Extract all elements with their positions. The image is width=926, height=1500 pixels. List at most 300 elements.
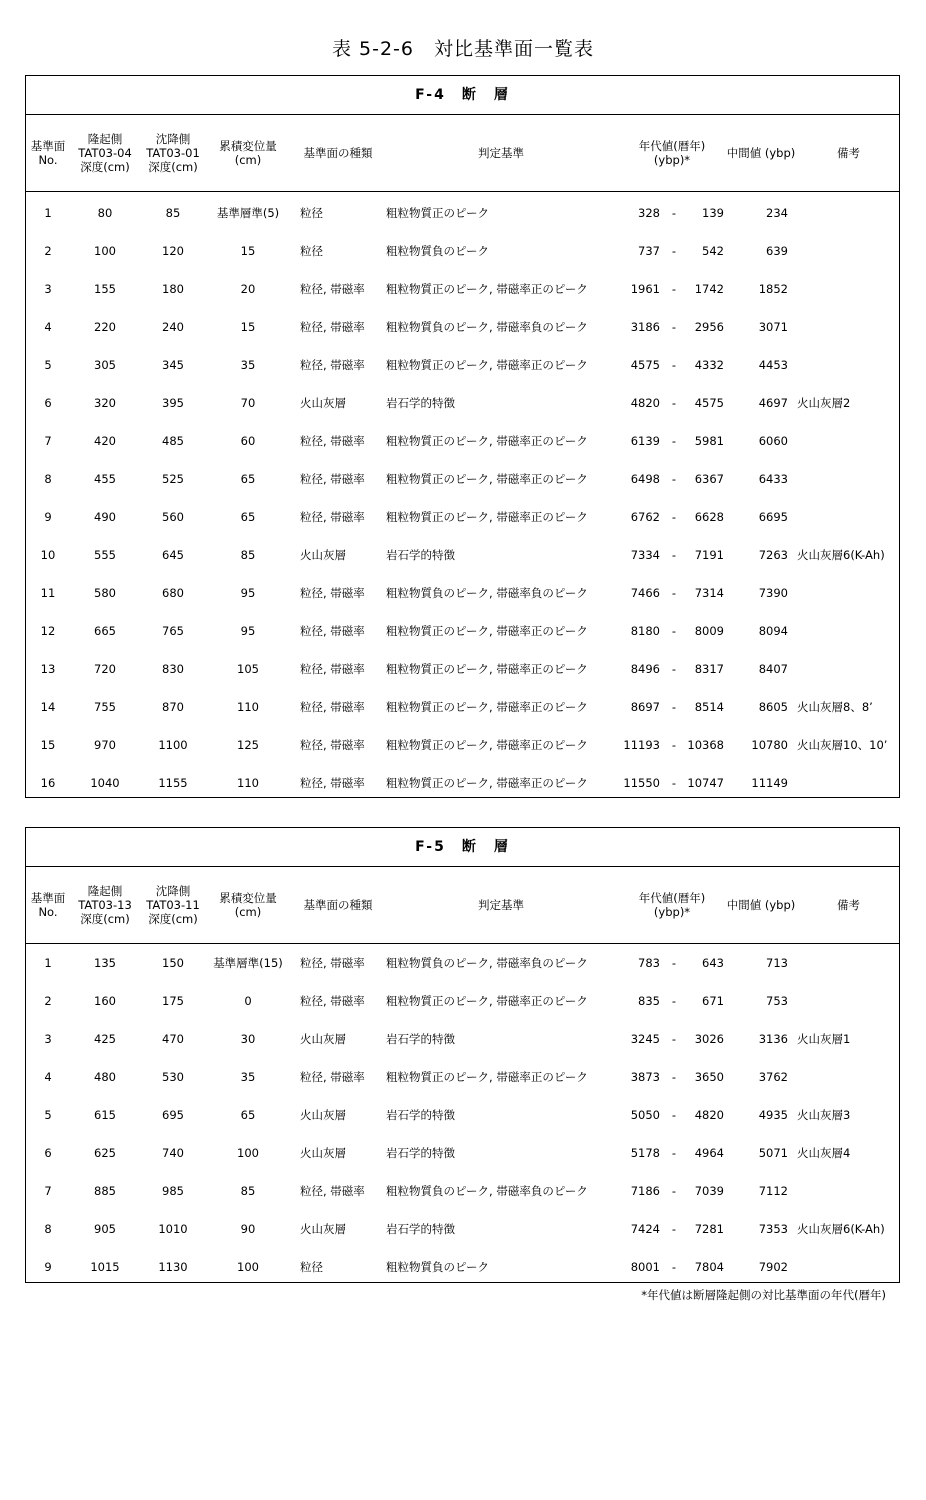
cell-median: 8094 xyxy=(758,624,788,638)
cell-cumulative: 125 xyxy=(237,738,259,752)
cell-remarks xyxy=(797,270,899,308)
cell-age-old: 3873 xyxy=(630,1070,660,1084)
cell-remarks xyxy=(797,1172,899,1210)
cell-no: 6 xyxy=(44,1146,52,1160)
cell-uplift-depth: 905 xyxy=(94,1222,116,1236)
cell-age-old: 3186 xyxy=(630,320,660,334)
cell-median: 6695 xyxy=(758,510,788,524)
cell-uplift-depth: 135 xyxy=(94,956,116,970)
cell-subside-depth: 765 xyxy=(162,624,184,638)
table-row xyxy=(26,194,899,232)
cell-median: 6060 xyxy=(758,434,788,448)
cell-age-dash: - xyxy=(671,396,677,410)
cell-criterion: 粗粒物質負のピーク, 帯磁率負のピーク xyxy=(386,586,588,600)
cell-cumulative: 65 xyxy=(240,510,256,524)
cell-median: 7263 xyxy=(758,548,788,562)
cell-median: 8407 xyxy=(758,662,788,676)
cell-age-young: 671 xyxy=(702,994,724,1008)
cell-remarks xyxy=(797,612,899,650)
cell-age-old: 7334 xyxy=(630,548,660,562)
header-uplift xyxy=(70,115,140,191)
cell-age-dash: - xyxy=(671,1222,677,1236)
cell-subside-depth: 695 xyxy=(162,1108,184,1122)
cell-remarks xyxy=(797,982,899,1020)
header-subside-label: 沈降側 xyxy=(155,884,191,898)
cell-criterion: 岩石学的特徴 xyxy=(386,548,455,562)
cell-median: 3762 xyxy=(758,1070,788,1084)
cell-remarks: 火山灰層1 xyxy=(797,1032,851,1046)
cell-remarks: 火山灰層6(K-Ah) xyxy=(797,1222,885,1236)
cell-criterion: 粗粒物質正のピーク, 帯磁率正のピーク xyxy=(386,510,588,524)
cell-age-dash: - xyxy=(671,206,677,220)
cell-type: 粒径, 帯磁率 xyxy=(300,586,365,600)
cell-median: 11149 xyxy=(751,776,788,790)
cell-age-old: 6762 xyxy=(630,510,660,524)
cell-type: 粒径, 帯磁率 xyxy=(300,662,365,676)
header-subside-core: TAT03-11 xyxy=(146,898,200,912)
cell-age-old: 11193 xyxy=(623,738,660,752)
cell-age-dash: - xyxy=(671,1108,677,1122)
cell-age-dash: - xyxy=(671,510,677,524)
cell-no: 4 xyxy=(44,1070,52,1084)
cell-remarks xyxy=(797,422,899,460)
table-row xyxy=(26,944,899,982)
cell-age-young: 7314 xyxy=(694,586,724,600)
cell-uplift-depth: 1015 xyxy=(90,1260,120,1274)
cell-age-dash: - xyxy=(671,586,677,600)
cell-age-dash: - xyxy=(671,244,677,258)
cell-age-dash: - xyxy=(671,662,677,676)
cell-median: 4935 xyxy=(758,1108,788,1122)
cell-subside-depth: 175 xyxy=(162,994,184,1008)
cell-age-young: 2956 xyxy=(694,320,724,334)
cell-age-young: 3650 xyxy=(694,1070,724,1084)
cell-uplift-depth: 755 xyxy=(94,700,116,714)
header-criterion: 判定基準 xyxy=(478,146,524,160)
cell-criterion: 粗粒物質正のピーク, 帯磁率正のピーク xyxy=(386,624,588,638)
cell-no: 5 xyxy=(44,1108,52,1122)
cell-age-dash: - xyxy=(671,282,677,296)
cell-subside-depth: 1155 xyxy=(158,776,188,790)
cell-median: 7902 xyxy=(758,1260,788,1274)
cell-no: 8 xyxy=(44,1222,52,1236)
cell-no: 15 xyxy=(40,738,56,752)
cell-age-young: 7191 xyxy=(694,548,724,562)
cell-uplift-depth: 420 xyxy=(94,434,116,448)
cell-age-old: 6139 xyxy=(630,434,660,448)
cell-age-old: 835 xyxy=(638,994,660,1008)
cell-no: 1 xyxy=(44,956,52,970)
cell-age-old: 5178 xyxy=(630,1146,660,1160)
cell-subside-depth: 395 xyxy=(162,396,184,410)
cell-median: 3136 xyxy=(758,1032,788,1046)
header-remarks: 備考 xyxy=(837,898,860,912)
cell-median: 4453 xyxy=(758,358,788,372)
cell-cumulative: 基準層準(15) xyxy=(213,956,283,970)
cell-subside-depth: 1100 xyxy=(158,738,188,752)
cell-subside-depth: 680 xyxy=(162,586,184,600)
cell-age-young: 4575 xyxy=(694,396,724,410)
cell-uplift-depth: 160 xyxy=(94,994,116,1008)
cell-age-young: 4964 xyxy=(694,1146,724,1160)
cell-age-old: 737 xyxy=(638,244,660,258)
cell-age-old: 8001 xyxy=(630,1260,660,1274)
cell-age-dash: - xyxy=(671,624,677,638)
cell-age-dash: - xyxy=(671,776,677,790)
cell-age-old: 4820 xyxy=(630,396,660,410)
cell-subside-depth: 1130 xyxy=(158,1260,188,1274)
section-title: F-4 断 層 xyxy=(26,76,899,115)
cell-no: 7 xyxy=(44,434,52,448)
cell-criterion: 粗粒物質負のピーク, 帯磁率負のピーク xyxy=(386,956,588,970)
cell-remarks: 火山灰層6(K-Ah) xyxy=(797,548,885,562)
cell-uplift-depth: 615 xyxy=(94,1108,116,1122)
cell-type: 粒径, 帯磁率 xyxy=(300,1184,365,1198)
cell-uplift-depth: 155 xyxy=(94,282,116,296)
header-uplift-depth: 深度(cm) xyxy=(80,912,130,926)
cell-criterion: 粗粒物質負のピーク, 帯磁率負のピーク xyxy=(386,1184,588,1198)
cell-criterion: 粗粒物質正のピーク, 帯磁率正のピーク xyxy=(386,738,588,752)
cell-no: 3 xyxy=(44,282,52,296)
table-f4 xyxy=(25,75,900,798)
cell-criterion: 岩石学的特徴 xyxy=(386,396,455,410)
cell-median: 10780 xyxy=(751,738,788,752)
cell-cumulative: 105 xyxy=(237,662,259,676)
table-header xyxy=(26,867,899,944)
cell-median: 7353 xyxy=(758,1222,788,1236)
cell-no: 4 xyxy=(44,320,52,334)
cell-type: 火山灰層 xyxy=(300,1032,346,1046)
header-uplift-label: 隆起側 xyxy=(87,884,123,898)
header-cumulative: 累積変位量 (cm) xyxy=(219,891,277,919)
cell-no: 9 xyxy=(44,510,52,524)
header-subside-core: TAT03-01 xyxy=(146,146,200,160)
cell-cumulative: 100 xyxy=(237,1146,259,1160)
cell-no: 5 xyxy=(44,358,52,372)
cell-criterion: 粗粒物質正のピーク, 帯磁率正のピーク xyxy=(386,358,588,372)
table-row xyxy=(26,498,899,536)
cell-cumulative: 95 xyxy=(240,624,256,638)
cell-age-old: 7424 xyxy=(630,1222,660,1236)
cell-criterion: 粗粒物質正のピーク, 帯磁率正のピーク xyxy=(386,994,588,1008)
table-row xyxy=(26,650,899,688)
cell-criterion: 岩石学的特徴 xyxy=(386,1222,455,1236)
cell-type: 粒径, 帯磁率 xyxy=(300,994,365,1008)
cell-median: 5071 xyxy=(758,1146,788,1160)
cell-subside-depth: 645 xyxy=(162,548,184,562)
cell-uplift-depth: 80 xyxy=(97,206,113,220)
cell-remarks xyxy=(797,346,899,384)
cell-remarks: 火山灰層2 xyxy=(797,396,851,410)
cell-age-dash: - xyxy=(671,1260,677,1274)
cell-subside-depth: 150 xyxy=(162,956,184,970)
cell-cumulative: 110 xyxy=(237,776,259,790)
cell-age-young: 10368 xyxy=(687,738,724,752)
cell-remarks xyxy=(797,308,899,346)
table-row xyxy=(26,460,899,498)
cell-criterion: 粗粒物質正のピーク, 帯磁率正のピーク xyxy=(386,662,588,676)
header-median: 中間値 (ybp) xyxy=(726,146,796,160)
cell-no: 13 xyxy=(40,662,56,676)
cell-age-dash: - xyxy=(671,1184,677,1198)
cell-age-dash: - xyxy=(671,472,677,486)
cell-median: 7390 xyxy=(758,586,788,600)
cell-age-young: 139 xyxy=(702,206,724,220)
cell-age-old: 3245 xyxy=(630,1032,660,1046)
table-row xyxy=(26,1020,899,1058)
table-row xyxy=(26,982,899,1020)
cell-type: 粒径, 帯磁率 xyxy=(300,320,365,334)
cell-type: 粒径, 帯磁率 xyxy=(300,434,365,448)
cell-cumulative: 15 xyxy=(240,320,256,334)
cell-no: 9 xyxy=(44,1260,52,1274)
cell-criterion: 粗粒物質負のピーク xyxy=(386,244,490,258)
cell-age-old: 5050 xyxy=(630,1108,660,1122)
cell-median: 639 xyxy=(766,244,788,258)
cell-no: 14 xyxy=(40,700,56,714)
cell-uplift-depth: 580 xyxy=(94,586,116,600)
cell-uplift-depth: 425 xyxy=(94,1032,116,1046)
cell-criterion: 岩石学的特徴 xyxy=(386,1146,455,1160)
cell-remarks: 火山灰層3 xyxy=(797,1108,851,1122)
cell-cumulative: 基準層準(5) xyxy=(216,206,280,220)
cell-no: 12 xyxy=(40,624,56,638)
cell-median: 753 xyxy=(766,994,788,1008)
cell-age-dash: - xyxy=(671,434,677,448)
cell-type: 粒径, 帯磁率 xyxy=(300,738,365,752)
cell-uplift-depth: 320 xyxy=(94,396,116,410)
cell-type: 粒径 xyxy=(300,244,323,258)
footnote: *年代値は断層隆起側の対比基準面の年代(暦年) xyxy=(641,1288,886,1302)
cell-criterion: 粗粒物質正のピーク xyxy=(386,206,490,220)
cell-type: 粒径 xyxy=(300,206,323,220)
table-row xyxy=(26,232,899,270)
cell-uplift-depth: 665 xyxy=(94,624,116,638)
cell-age-young: 4332 xyxy=(694,358,724,372)
cell-age-young: 8514 xyxy=(694,700,724,714)
cell-age-old: 6498 xyxy=(630,472,660,486)
cell-subside-depth: 485 xyxy=(162,434,184,448)
cell-subside-depth: 180 xyxy=(162,282,184,296)
header-criterion: 判定基準 xyxy=(478,898,524,912)
cell-subside-depth: 530 xyxy=(162,1070,184,1084)
cell-no: 10 xyxy=(40,548,56,562)
page-title: 表 5-2-6 対比基準面一覧表 xyxy=(331,38,595,60)
cell-age-young: 3026 xyxy=(694,1032,724,1046)
header-cumulative: 累積変位量 (cm) xyxy=(219,139,277,167)
cell-remarks: 火山灰層10、10’ xyxy=(797,738,888,752)
header-age: 年代値(暦年) (ybp)* xyxy=(638,891,706,919)
cell-median: 6433 xyxy=(758,472,788,486)
cell-no: 2 xyxy=(44,244,52,258)
cell-cumulative: 110 xyxy=(237,700,259,714)
cell-remarks xyxy=(797,232,899,270)
cell-age-dash: - xyxy=(671,738,677,752)
cell-uplift-depth: 970 xyxy=(94,738,116,752)
table-body xyxy=(26,944,899,1286)
cell-criterion: 粗粒物質正のピーク, 帯磁率正のピーク xyxy=(386,776,588,790)
cell-subside-depth: 870 xyxy=(162,700,184,714)
table-row xyxy=(26,1096,899,1134)
cell-age-young: 1742 xyxy=(694,282,724,296)
cell-median: 1852 xyxy=(758,282,788,296)
cell-age-old: 1961 xyxy=(630,282,660,296)
header-uplift-core: TAT03-13 xyxy=(78,898,132,912)
cell-type: 粒径, 帯磁率 xyxy=(300,700,365,714)
cell-age-dash: - xyxy=(671,1032,677,1046)
cell-age-dash: - xyxy=(671,358,677,372)
table-row xyxy=(26,688,899,726)
header-uplift-depth: 深度(cm) xyxy=(80,160,130,174)
table-row xyxy=(26,1172,899,1210)
header-type: 基準面の種類 xyxy=(303,146,373,160)
cell-criterion: 粗粒物質負のピーク xyxy=(386,1260,490,1274)
header-age: 年代値(暦年) (ybp)* xyxy=(638,139,706,167)
cell-criterion: 粗粒物質正のピーク, 帯磁率正のピーク xyxy=(386,472,588,486)
cell-median: 713 xyxy=(766,956,788,970)
header-uplift-label: 隆起側 xyxy=(87,132,123,146)
cell-age-old: 7466 xyxy=(630,586,660,600)
header-uplift-core: TAT03-04 xyxy=(78,146,132,160)
header-median: 中間値 (ybp) xyxy=(726,898,796,912)
cell-remarks xyxy=(797,944,899,982)
cell-remarks xyxy=(797,194,899,232)
cell-age-old: 11550 xyxy=(623,776,660,790)
cell-cumulative: 35 xyxy=(240,358,256,372)
cell-age-old: 328 xyxy=(638,206,660,220)
cell-subside-depth: 1010 xyxy=(158,1222,188,1236)
cell-criterion: 岩石学的特徴 xyxy=(386,1032,455,1046)
cell-subside-depth: 525 xyxy=(162,472,184,486)
cell-criterion: 粗粒物質正のピーク, 帯磁率正のピーク xyxy=(386,1070,588,1084)
cell-age-young: 6628 xyxy=(694,510,724,524)
cell-cumulative: 85 xyxy=(240,1184,256,1198)
cell-age-young: 7039 xyxy=(694,1184,724,1198)
cell-uplift-depth: 625 xyxy=(94,1146,116,1160)
cell-age-young: 7804 xyxy=(694,1260,724,1274)
cell-criterion: 粗粒物質正のピーク, 帯磁率正のピーク xyxy=(386,700,588,714)
header-uplift xyxy=(70,867,140,943)
header-no: 基準面 No. xyxy=(30,139,66,167)
header-subside xyxy=(140,115,206,191)
cell-median: 4697 xyxy=(758,396,788,410)
cell-age-young: 643 xyxy=(702,956,724,970)
cell-cumulative: 85 xyxy=(240,548,256,562)
cell-cumulative: 95 xyxy=(240,586,256,600)
header-subside-depth: 深度(cm) xyxy=(148,160,198,174)
table-row xyxy=(26,308,899,346)
cell-cumulative: 70 xyxy=(240,396,256,410)
cell-remarks xyxy=(797,460,899,498)
cell-uplift-depth: 490 xyxy=(94,510,116,524)
cell-uplift-depth: 305 xyxy=(94,358,116,372)
header-subside-label: 沈降側 xyxy=(155,132,191,146)
table-row xyxy=(26,422,899,460)
cell-criterion: 粗粒物質正のピーク, 帯磁率正のピーク xyxy=(386,434,588,448)
table-row xyxy=(26,574,899,612)
table-row xyxy=(26,764,899,802)
cell-age-young: 5981 xyxy=(694,434,724,448)
table-row xyxy=(26,1210,899,1248)
header-no: 基準面 No. xyxy=(30,891,66,919)
cell-subside-depth: 985 xyxy=(162,1184,184,1198)
cell-median: 8605 xyxy=(758,700,788,714)
cell-subside-depth: 560 xyxy=(162,510,184,524)
cell-uplift-depth: 100 xyxy=(94,244,116,258)
cell-median: 3071 xyxy=(758,320,788,334)
cell-no: 2 xyxy=(44,994,52,1008)
cell-age-dash: - xyxy=(671,320,677,334)
cell-type: 粒径, 帯磁率 xyxy=(300,358,365,372)
cell-age-dash: - xyxy=(671,1070,677,1084)
cell-criterion: 粗粒物質負のピーク, 帯磁率負のピーク xyxy=(386,320,588,334)
header-type: 基準面の種類 xyxy=(303,898,373,912)
cell-no: 11 xyxy=(40,586,56,600)
cell-no: 3 xyxy=(44,1032,52,1046)
section-title: F-5 断 層 xyxy=(26,828,899,867)
table-row xyxy=(26,270,899,308)
cell-cumulative: 90 xyxy=(240,1222,256,1236)
cell-uplift-depth: 555 xyxy=(94,548,116,562)
cell-age-dash: - xyxy=(671,548,677,562)
cell-no: 6 xyxy=(44,396,52,410)
cell-cumulative: 60 xyxy=(240,434,256,448)
cell-no: 8 xyxy=(44,472,52,486)
cell-age-young: 6367 xyxy=(694,472,724,486)
cell-subside-depth: 470 xyxy=(162,1032,184,1046)
cell-no: 7 xyxy=(44,1184,52,1198)
cell-cumulative: 30 xyxy=(240,1032,256,1046)
cell-age-young: 542 xyxy=(702,244,724,258)
cell-type: 粒径, 帯磁率 xyxy=(300,624,365,638)
table-row xyxy=(26,1248,899,1286)
cell-remarks xyxy=(797,498,899,536)
cell-median: 234 xyxy=(766,206,788,220)
cell-uplift-depth: 220 xyxy=(94,320,116,334)
cell-criterion: 岩石学的特徴 xyxy=(386,1108,455,1122)
cell-cumulative: 20 xyxy=(240,282,256,296)
table-row xyxy=(26,1134,899,1172)
cell-type: 火山灰層 xyxy=(300,396,346,410)
cell-age-dash: - xyxy=(671,700,677,714)
cell-type: 火山灰層 xyxy=(300,1108,346,1122)
cell-subside-depth: 85 xyxy=(165,206,181,220)
cell-age-old: 8180 xyxy=(630,624,660,638)
table-row xyxy=(26,346,899,384)
cell-type: 火山灰層 xyxy=(300,1146,346,1160)
cell-cumulative: 65 xyxy=(240,1108,256,1122)
table-row xyxy=(26,384,899,422)
cell-subside-depth: 120 xyxy=(162,244,184,258)
header-remarks: 備考 xyxy=(837,146,860,160)
cell-cumulative: 35 xyxy=(240,1070,256,1084)
cell-uplift-depth: 480 xyxy=(94,1070,116,1084)
cell-no: 16 xyxy=(40,776,56,790)
cell-age-old: 4575 xyxy=(630,358,660,372)
table-row xyxy=(26,1058,899,1096)
cell-age-old: 8697 xyxy=(630,700,660,714)
table-f5 xyxy=(25,827,900,1283)
cell-type: 粒径 xyxy=(300,1260,323,1274)
cell-uplift-depth: 1040 xyxy=(90,776,120,790)
cell-cumulative: 100 xyxy=(237,1260,259,1274)
cell-criterion: 粗粒物質正のピーク, 帯磁率正のピーク xyxy=(386,282,588,296)
cell-no: 1 xyxy=(44,206,52,220)
cell-remarks xyxy=(797,1058,899,1096)
cell-remarks xyxy=(797,574,899,612)
cell-age-young: 4820 xyxy=(694,1108,724,1122)
cell-remarks xyxy=(797,650,899,688)
